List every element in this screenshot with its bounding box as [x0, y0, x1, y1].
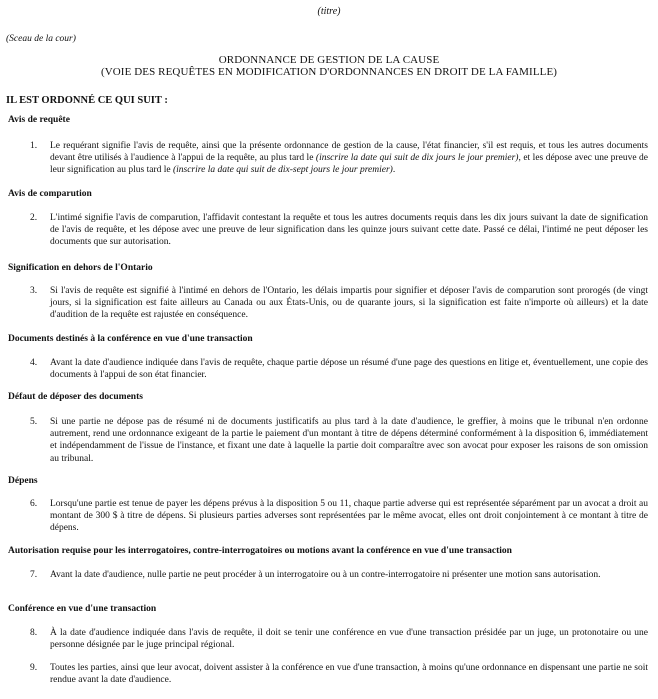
section-heading: Conférence en vue d'une transaction: [8, 604, 157, 614]
section-heading: Documents destinés à la conférence en vue d'une transaction: [8, 334, 253, 344]
item-text-part: , et les dépose avec une preuve de leur signification au plus tard le: [50, 153, 648, 176]
item-number: 9.: [30, 663, 38, 673]
item-text: Si l'avis de requête est signifié à l'intimé en dehors de l'Ontario, les délais impartis pour signifier et déposer l'avis de comparution sont prorogés (de vingt jours, si la signification est faite ailleurs au Canada ou aux États-Unis, ou de quarante jours, si la signification est faite n'importe où ailleurs) et la date d'audition de la requête est rajustée en conséquence.: [50, 286, 648, 321]
item-number: 1.: [30, 141, 38, 151]
item-number: 3.: [30, 286, 38, 296]
date-instruction: (inscrire la date qui suit de dix-sept jours le jour premier): [172, 165, 393, 176]
document-title-line-2: (VOIE DES REQUÊTES EN MODIFICATION D'ORDONNANCES EN DROIT DE LA FAMILLE): [100, 66, 558, 78]
item-text: Avant la date d'audience, nulle partie ne peut procéder à un interrogatoire ou à un contre-interrogatoire ni présenter une motion sans autorisation.: [50, 570, 601, 580]
item-number: 8.: [30, 628, 38, 638]
item-text: Si une partie ne dépose pas de résumé ni de documents justificatifs au plus tard à la date d'audience, le greffier, à moins que le tribunal n'en ordonne autrement, rend une ordonnance exigeant de la partie le paiement d'un montant à titre de dépens déterminé conformément à la disposition 6, immédiatement et indépendamment de l'issue de l'instance, et fixant une date à laquelle la partie doit comparaître avec son avocat pour exposer les raisons de son omission au tribunal.: [50, 417, 648, 464]
title-placeholder: (titre): [317, 6, 341, 17]
section-heading: Autorisation requise pour les interrogatoires, contre-interrogatoires ou motions avant la conférence en vue d'une transaction: [8, 546, 512, 556]
item-text: À la date d'audience indiquée dans l'avis de requête, il doit se tenir une conférence en vue d'une transaction présidée par un juge, un protonotaire ou une personne désignée par le juge principal régional.: [50, 628, 648, 651]
item-text-part: .: [392, 165, 396, 176]
item-number: 5.: [30, 417, 38, 427]
item-number: 6.: [30, 499, 38, 509]
document-title: [0, 54, 658, 78]
document-title-line-1: ORDONNANCE DE GESTION DE LA CAUSE: [218, 54, 440, 66]
section-heading: Avis de requête: [8, 115, 70, 125]
item-number: 4.: [30, 358, 38, 368]
item-text: Toutes les parties, ainsi que leur avocat, doivent assister à la conférence en vue d'une transaction, à moins qu'une ordonnance en dispensant une partie ne soit rendue avant la date d'audience.: [50, 663, 648, 686]
item-text: Lorsqu'une partie est tenue de payer les dépens prévus à la disposition 5 ou 11, chaque partie adverse qui est représentée séparément par un avocat a droit au montant de 300 $ à titre de dépens. Si plusieurs parties adverses sont représentées par le même avocat, elles ont droit conjointement à ce montant à titre de dépens.: [50, 499, 648, 534]
item-number: 2.: [30, 213, 38, 223]
order-intro: IL EST ORDONNÉ CE QUI SUIT :: [6, 95, 168, 106]
section-heading: Défaut de déposer des documents: [8, 392, 143, 402]
item-text: L'intimé signifie l'avis de comparution, l'affidavit contestant la requête et tous les autres documents requis dans les dix jours suivant la date de signification de l'avis de requête, et les dépose avec une preuve de leur signification dans les quinze jours suivant cette date. Passé ce délai, l'intimé ne peut déposer les documents que sur autorisation.: [50, 213, 648, 248]
item-text-part: Le requérant signifie l'avis de requête, ainsi que la présente ordonnance de gestion de la cause, l'état financier, s'il est requis, et tous les autres documents devant être utilisés à l'audience à l'appui de la requête, au plus tard le: [50, 141, 648, 164]
section-heading: Dépens: [8, 476, 38, 486]
item-text: [50, 140, 648, 177]
court-seal-placeholder: (Sceau de la cour): [6, 34, 76, 44]
date-instruction: (inscrire la date qui suit de dix jours le jour premier): [315, 153, 519, 164]
section-heading: Avis de comparution: [8, 189, 92, 199]
item-number: 7.: [30, 570, 38, 580]
section-heading: Signification en dehors de l'Ontario: [8, 263, 153, 273]
item-text: Avant la date d'audience indiquée dans l'avis de requête, chaque partie dépose un résumé d'une page des questions en litige et, éventuellement, une copie des documents à l'appui de son état financier.: [50, 358, 648, 381]
